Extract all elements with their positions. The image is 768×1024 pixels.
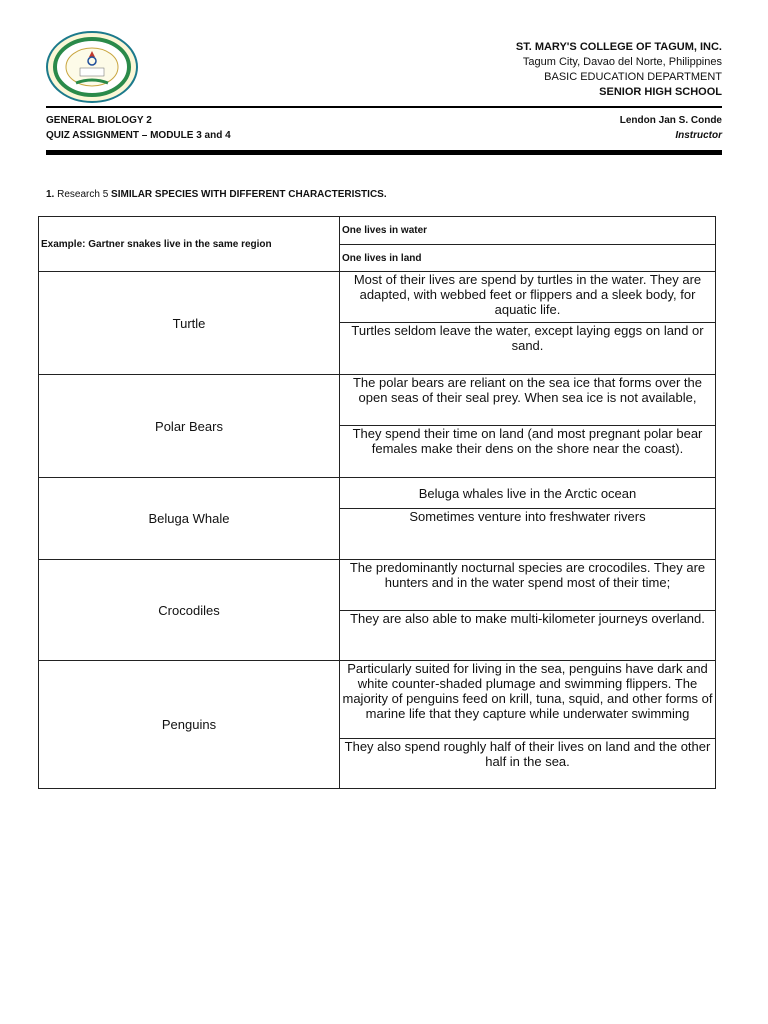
school-address: Tagum City, Davao del Norte, Philippines [522, 56, 722, 68]
example-land: One lives in land [340, 245, 716, 272]
water-description: The predominantly nocturnal species are crocodiles. They are hunters and in the water spend most of their time; [340, 560, 716, 611]
water-description: Particularly suited for living in the sea, penguins have dark and white counter-shaded plumage and swimming flippers. The majority of penguins feed on krill, tuna, squid, and other forms of marine life that they capture while underwater swimming [340, 661, 716, 739]
instructor-info [620, 113, 722, 143]
table-row [39, 560, 716, 611]
land-description: They also spend roughly half of their lives on land and the other half in the sea. [340, 739, 716, 789]
land-description: They spend their time on land (and most pregnant polar bear females make their dens on the shore near the coast). [340, 426, 716, 478]
table-row [39, 661, 716, 739]
table-row [39, 272, 716, 323]
example-label: Example: Gartner snakes live in the same region [39, 217, 340, 272]
table-row [39, 217, 716, 245]
land-description: Sometimes venture into freshwater rivers [340, 509, 716, 560]
question-prompt [46, 189, 387, 200]
table-row [39, 375, 716, 426]
school-header [516, 40, 722, 100]
section-divider [46, 150, 722, 155]
question-number: 1. [46, 189, 55, 200]
water-description: The polar bears are reliant on the sea ice that forms over the open seas of their seal prey. When sea ice is not available, [340, 375, 716, 426]
table-row [39, 478, 716, 509]
instructor-role: Instructor [675, 130, 722, 141]
instructor-name: Lendon Jan S. Conde [619, 115, 722, 126]
school-level: SENIOR HIGH SCHOOL [599, 86, 722, 98]
species-name: Beluga Whale [39, 478, 340, 560]
species-name: Polar Bears [39, 375, 340, 478]
school-name: ST. MARY'S COLLEGE OF TAGUM, INC. [515, 41, 722, 53]
water-description: Most of their lives are spend by turtles in the water. They are adapted, with webbed feet or flippers and a sleek body, for aquatic life. [340, 272, 716, 323]
school-department: BASIC EDUCATION DEPARTMENT [544, 71, 722, 83]
course-info [46, 113, 231, 143]
water-description: Beluga whales live in the Arctic ocean [340, 478, 716, 509]
species-table [38, 216, 716, 789]
question-emphasis: SIMILAR SPECIES WITH DIFFERENT CHARACTERISTICS. [111, 189, 387, 200]
assignment-title: QUIZ ASSIGNMENT – MODULE 3 and 4 [46, 130, 231, 141]
header-divider [46, 106, 722, 108]
species-name: Crocodiles [39, 560, 340, 661]
land-description: Turtles seldom leave the water, except laying eggs on land or sand. [340, 323, 716, 375]
land-description: They are also able to make multi-kilometer journeys overland. [340, 611, 716, 661]
course-title: GENERAL BIOLOGY 2 [46, 115, 152, 126]
school-seal-icon [46, 31, 138, 103]
example-water: One lives in water [340, 217, 716, 245]
species-name: Penguins [39, 661, 340, 789]
species-name: Turtle [39, 272, 340, 375]
question-prefix: Research 5 [57, 189, 109, 200]
